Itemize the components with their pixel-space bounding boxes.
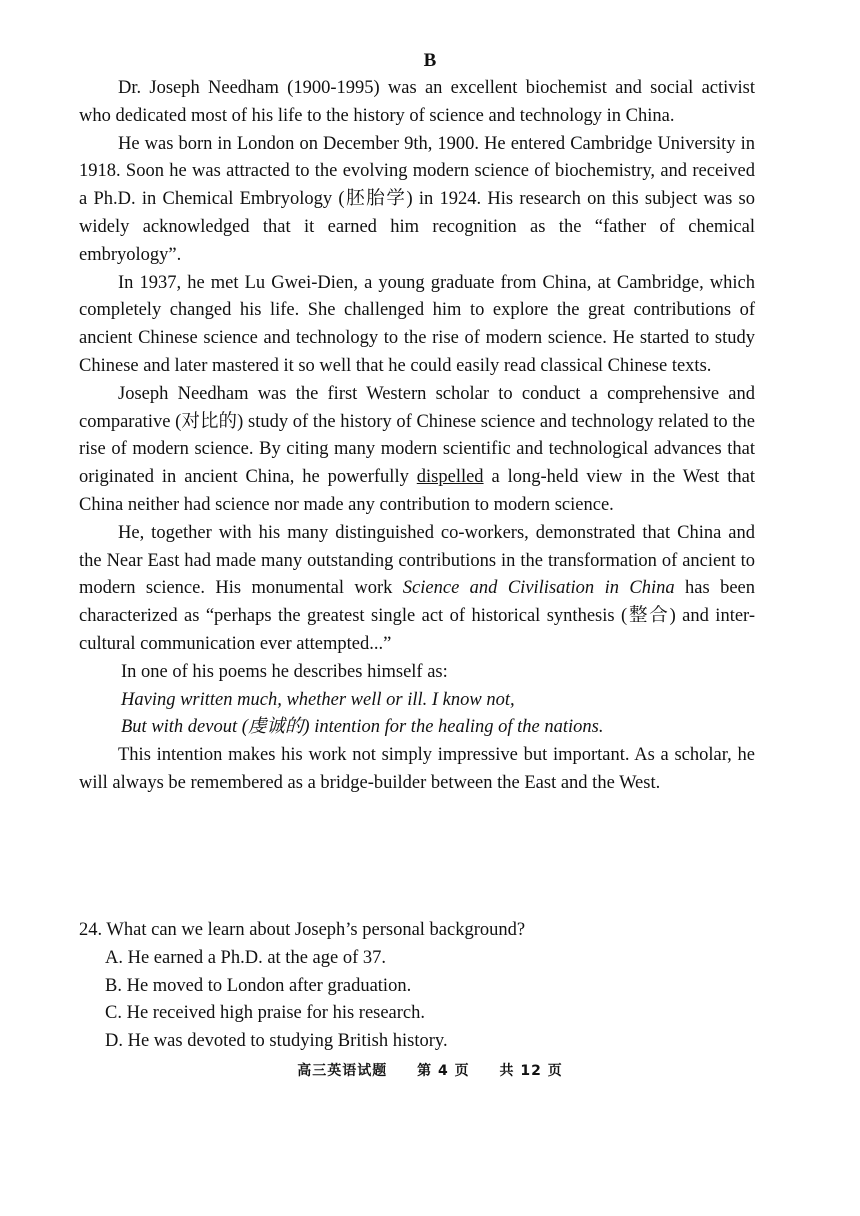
paragraph-4 [79,381,755,520]
page-total: 共 12 页 [499,1063,563,1079]
underlined-word: dispelled [416,467,484,488]
page-number: 第 4 页 [417,1063,470,1079]
page-footer [0,1060,860,1080]
book-title: Science and Civilisation in China [402,578,675,599]
paragraph-5 [79,520,755,659]
exam-name: 高三英语试题 [297,1063,388,1079]
poem-line-1: Having written much, whether well or ill. I know not, [121,689,515,710]
question-24 [79,917,525,1056]
paragraph-5-text-a: He, together with his many distinguished co-workers, demonstrated that China and the Near East had made many outstanding contributions in the transformation of ancient to modern science. His monumental work [79,522,755,599]
paragraph-1: Dr. Joseph Needham (1900-1995) was an excellent biochemist and social activist who dedicated most of his life to the history of science and technology in China. [79,78,755,126]
section-heading: B [423,50,437,71]
paragraph-4-text-b: a long-held view in the West that China neither had science nor made any contribution to modern science. [79,467,755,515]
paragraph-5-text-b: has been characterized as “perhaps the greatest single act of historical synthesis (整合) and inter-cultural communication ever attempted...” [79,578,755,654]
paragraph-3: In 1937, he met Lu Gwei-Dien, a young graduate from China, at Cambridge, which completely changed his life. She challenged him to explore the great contributions of ancient Chinese science and technology to the rise of modern science. He started to study Chinese and later mastered it so well that he could easily read classical Chinese texts. [79,272,755,376]
option-b: B. He moved to London after graduation. [105,975,412,996]
poem-line-2: But with devout (虔诚的) intention for the healing of the nations. [121,717,604,738]
option-c: C. He received high praise for his research. [105,1003,426,1024]
question-stem: 24. What can we learn about Joseph’s personal background? [79,920,526,940]
poem-intro: In one of his poems he describes himself as: [121,661,448,682]
paragraph-2: He was born in London on December 9th, 1900. He entered Cambridge University in 1918. Soon he was attracted to the evolving modern science of biochemistry, and received a Ph.D. in Chemical Embryology (胚胎学) in 1924. His research on this subject was so widely acknowledged that it earned him recognition as the “father of chemical embryology”. [79,133,755,265]
paragraph-6: This intention makes his work not simply impressive but important. As a scholar, he will always be remembered as a bridge-builder between the East and the West. [79,745,755,793]
option-d: D. He was devoted to studying British history. [105,1031,448,1052]
option-a: A. He earned a Ph.D. at the age of 37. [105,947,386,968]
paragraph-4-text-a: Joseph Needham was the first Western scholar to conduct a comprehensive and comparative (对比的) study of the history of Chinese science and technology related to the rise of modern science. By citing many modern scientific and technological advances that originated in ancient China, he powerfully [79,383,755,488]
reading-passage [79,75,755,798]
